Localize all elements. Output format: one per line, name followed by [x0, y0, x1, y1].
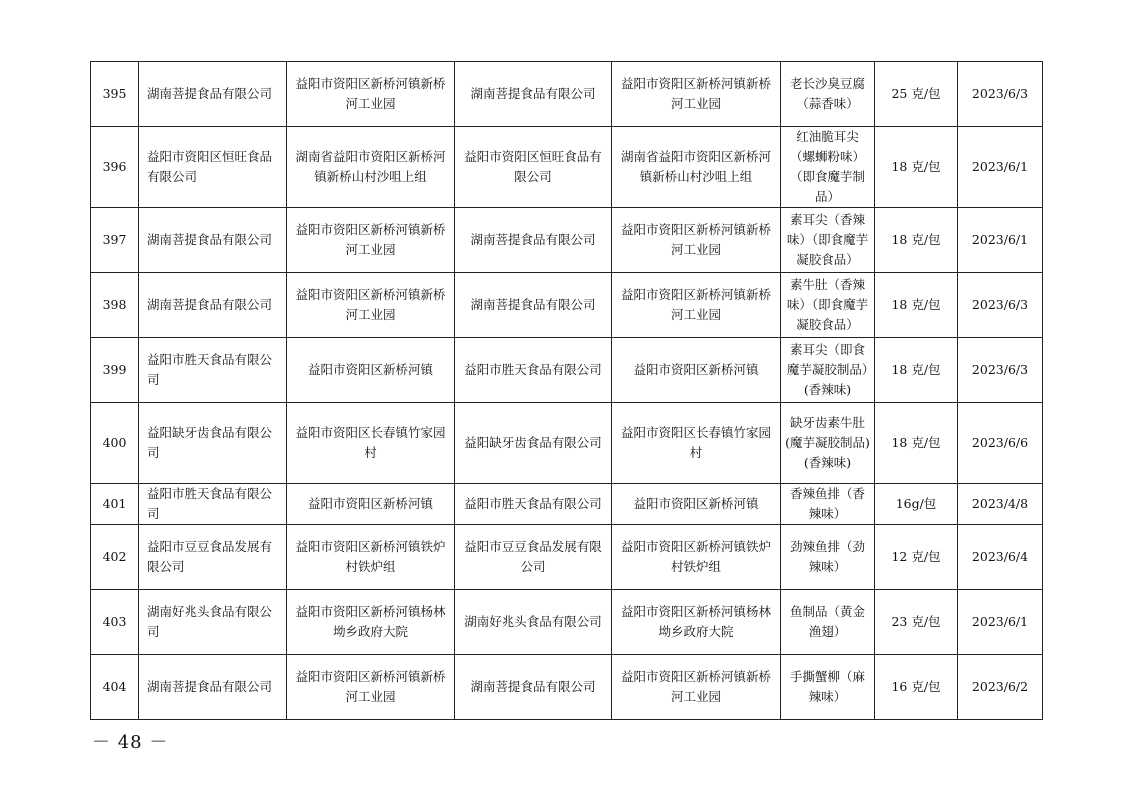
seller-address: 益阳市资阳区长春镇竹家园村 [612, 403, 781, 484]
producer-address: 益阳市资阳区新桥河镇 [287, 484, 455, 525]
table-row [91, 590, 1043, 655]
seller-name: 益阳市胜天食品有限公司 [455, 338, 612, 403]
product-spec: 25 克/包 [875, 62, 958, 127]
product-spec: 18 克/包 [875, 338, 958, 403]
table-row [91, 525, 1043, 590]
seller-address: 益阳市资阳区新桥河镇杨林坳乡政府大院 [612, 590, 781, 655]
product-spec: 23 克/包 [875, 590, 958, 655]
seller-address: 益阳市资阳区新桥河镇新桥河工业园 [612, 655, 781, 720]
producer-address: 益阳市资阳区新桥河镇杨林坳乡政府大院 [287, 590, 455, 655]
page-number: － 48 － [92, 732, 169, 753]
producer-address: 益阳市资阳区长春镇竹家园村 [287, 403, 455, 484]
table-row [91, 403, 1043, 484]
production-date: 2023/6/6 [958, 403, 1043, 484]
seller-name: 益阳市豆豆食品发展有限公司 [455, 525, 612, 590]
production-date: 2023/6/4 [958, 525, 1043, 590]
row-number: 399 [91, 338, 139, 403]
table-row [91, 62, 1043, 127]
product-spec: 12 克/包 [875, 525, 958, 590]
producer-address: 湖南省益阳市资阳区新桥河镇新桥山村沙咀上组 [287, 127, 455, 208]
seller-address: 益阳市资阳区新桥河镇新桥河工业园 [612, 273, 781, 338]
product-spec: 18 克/包 [875, 127, 958, 208]
producer-name: 湖南菩提食品有限公司 [139, 273, 287, 338]
table-row [91, 127, 1043, 208]
seller-address: 益阳市资阳区新桥河镇 [612, 484, 781, 525]
product-spec: 18 克/包 [875, 273, 958, 338]
seller-name: 湖南菩提食品有限公司 [455, 655, 612, 720]
seller-name: 湖南菩提食品有限公司 [455, 273, 612, 338]
product-name: 老长沙臭豆腐（蒜香味） [781, 62, 875, 127]
product-name: 手撕蟹柳（麻辣味） [781, 655, 875, 720]
seller-name: 湖南菩提食品有限公司 [455, 62, 612, 127]
product-spec: 16 克/包 [875, 655, 958, 720]
producer-address: 益阳市资阳区新桥河镇 [287, 338, 455, 403]
row-number: 396 [91, 127, 139, 208]
row-number: 402 [91, 525, 139, 590]
table-row [91, 484, 1043, 525]
product-name: 红油脆耳尖（螺蛳粉味）（即食魔芋制品） [781, 127, 875, 208]
row-number: 404 [91, 655, 139, 720]
seller-name: 益阳缺牙齿食品有限公司 [455, 403, 612, 484]
production-date: 2023/6/1 [958, 590, 1043, 655]
production-date: 2023/6/3 [958, 273, 1043, 338]
row-number: 400 [91, 403, 139, 484]
producer-name: 湖南菩提食品有限公司 [139, 62, 287, 127]
producer-address: 益阳市资阳区新桥河镇新桥河工业园 [287, 273, 455, 338]
producer-name: 湖南菩提食品有限公司 [139, 655, 287, 720]
production-date: 2023/6/3 [958, 62, 1043, 127]
product-name: 缺牙齿素牛肚(魔芋凝胶制品)(香辣味) [781, 403, 875, 484]
table-row [91, 208, 1043, 273]
seller-name: 湖南好兆头食品有限公司 [455, 590, 612, 655]
production-date: 2023/6/1 [958, 208, 1043, 273]
producer-address: 益阳市资阳区新桥河镇新桥河工业园 [287, 208, 455, 273]
row-number: 403 [91, 590, 139, 655]
table-row [91, 273, 1043, 338]
producer-name: 益阳市胜天食品有限公司 [139, 484, 287, 525]
row-number: 395 [91, 62, 139, 127]
seller-name: 湖南菩提食品有限公司 [455, 208, 612, 273]
table-row [91, 338, 1043, 403]
seller-address: 益阳市资阳区新桥河镇新桥河工业园 [612, 208, 781, 273]
product-name: 香辣鱼排（香辣味） [781, 484, 875, 525]
producer-address: 益阳市资阳区新桥河镇新桥河工业园 [287, 655, 455, 720]
product-name: 劲辣鱼排（劲辣味） [781, 525, 875, 590]
producer-name: 湖南菩提食品有限公司 [139, 208, 287, 273]
production-date: 2023/6/3 [958, 338, 1043, 403]
producer-name: 益阳市胜天食品有限公司 [139, 338, 287, 403]
seller-address: 益阳市资阳区新桥河镇 [612, 338, 781, 403]
product-spec: 16g/包 [875, 484, 958, 525]
producer-name: 湖南好兆头食品有限公司 [139, 590, 287, 655]
production-date: 2023/6/1 [958, 127, 1043, 208]
product-spec: 18 克/包 [875, 208, 958, 273]
producer-name: 益阳缺牙齿食品有限公司 [139, 403, 287, 484]
product-name: 素耳尖（即食魔芋凝胶制品）(香辣味) [781, 338, 875, 403]
sample-table [90, 61, 1043, 720]
product-name: 素耳尖（香辣味）（即食魔芋凝胶食品） [781, 208, 875, 273]
table-row [91, 655, 1043, 720]
product-name: 鱼制品（黄金渔翅） [781, 590, 875, 655]
seller-name: 益阳市胜天食品有限公司 [455, 484, 612, 525]
producer-name: 益阳市豆豆食品发展有限公司 [139, 525, 287, 590]
seller-address: 湖南省益阳市资阳区新桥河镇新桥山村沙咀上组 [612, 127, 781, 208]
seller-name: 益阳市资阳区恒旺食品有限公司 [455, 127, 612, 208]
row-number: 397 [91, 208, 139, 273]
producer-name: 益阳市资阳区恒旺食品有限公司 [139, 127, 287, 208]
product-name: 素牛肚（香辣味）（即食魔芋凝胶食品） [781, 273, 875, 338]
seller-address: 益阳市资阳区新桥河镇铁炉村铁炉组 [612, 525, 781, 590]
product-spec: 18 克/包 [875, 403, 958, 484]
row-number: 398 [91, 273, 139, 338]
row-number: 401 [91, 484, 139, 525]
production-date: 2023/6/2 [958, 655, 1043, 720]
producer-address: 益阳市资阳区新桥河镇新桥河工业园 [287, 62, 455, 127]
seller-address: 益阳市资阳区新桥河镇新桥河工业园 [612, 62, 781, 127]
production-date: 2023/4/8 [958, 484, 1043, 525]
producer-address: 益阳市资阳区新桥河镇铁炉村铁炉组 [287, 525, 455, 590]
